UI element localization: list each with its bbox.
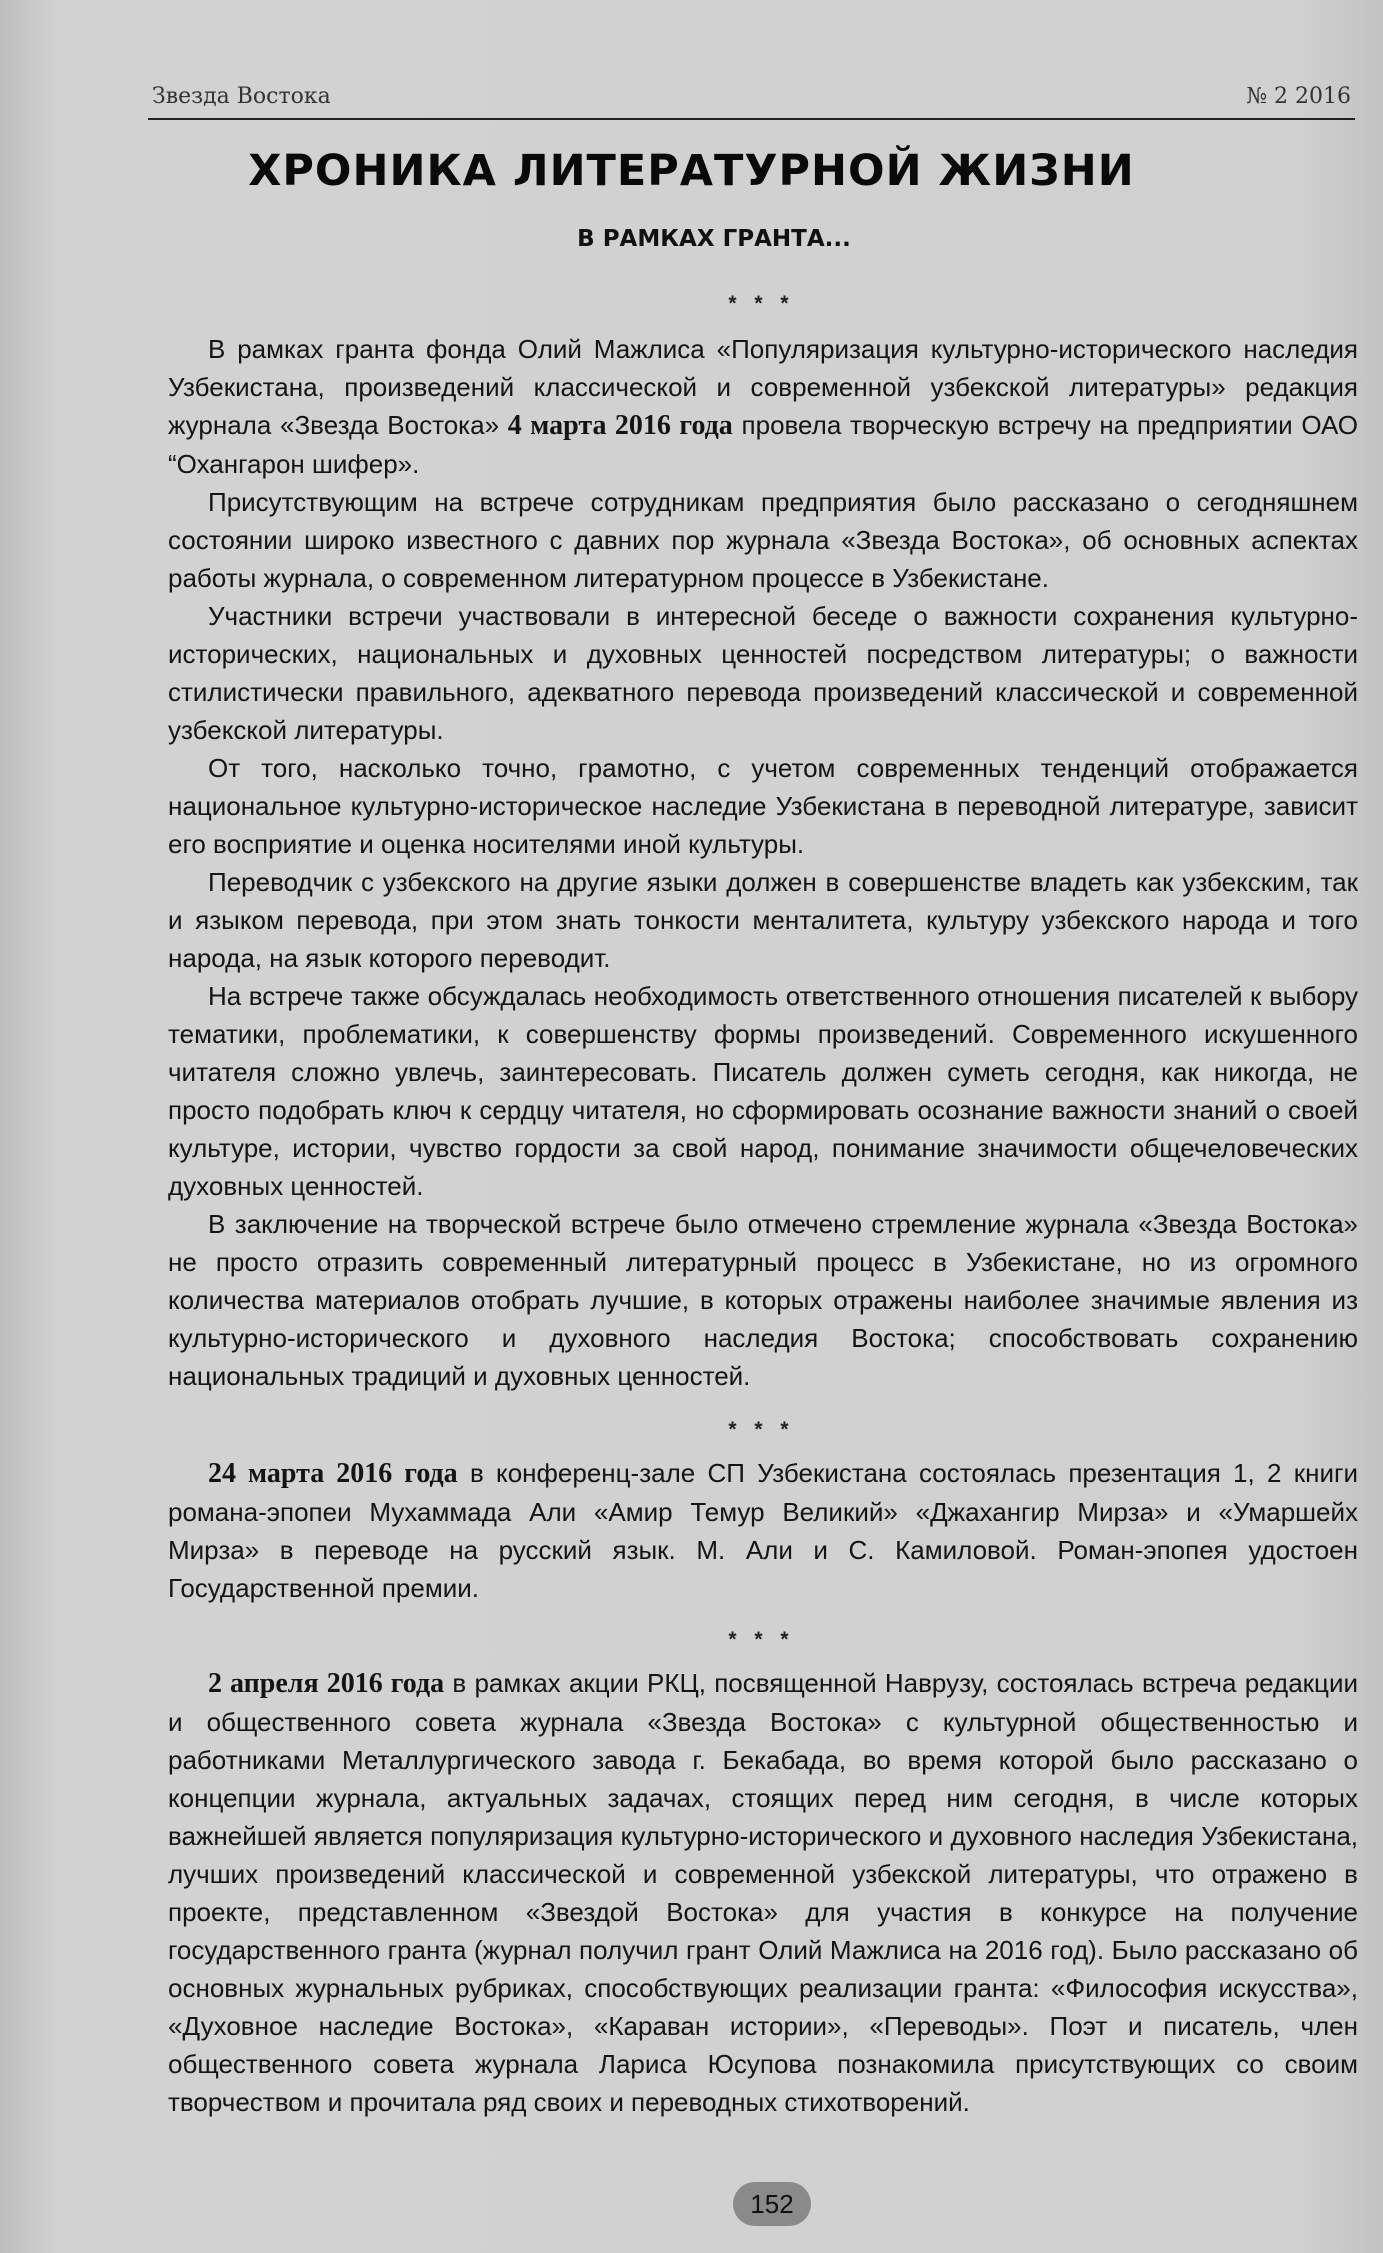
date-emphasis: 4 марта 2016 года [507, 410, 733, 441]
paragraph: 2 апреля 2016 года в рамках акции РКЦ, посвященной Наврузу, состоялась встреча редакции и общественного совета журнала «Звезда Востока» с культурной общественностью и работниками Металлургического завода г. Бекабада, во время которой было рассказано о концепции журнала, актуальных задачах, стоящих перед ним сегодня, в числе которых важнейшей является популяризация культурно-исторического и духовного наследия Узбекистана, лучших произведений классической и современной узбекской литературы, что отражено в проекте, представленном «Звездой Востока» для участия в конкурсе на получение государственного гранта (журнал получил грант Олий Мажлиса на 2016 год). Было рассказано об основных журнальных рубриках, способствующих реализации гранта: «Философия искусства», «Духовное наследие Востока», «Караван истории», «Переводы». Поэт и писатель, член общественного совета журнала Лариса Юсупова познакомила присутствующих со своим творчеством и прочитала ряд своих и переводных стихотворений. [168, 1668, 1358, 2117]
journal-name: Звезда Востока [152, 84, 331, 109]
paragraph: Участники встречи участвовали в интересной беседе о важности сохранения культурно-исторических, национальных и духовных ценностей посредством литературы; о важности стилистически правильного, адекватного перевода произведений классической и современной узбекской литературы. [168, 601, 1358, 745]
paragraph: От того, насколько точно, грамотно, с учетом современных тенденций отображается национальное культурно-историческое наследие Узбекистана в переводной литературе, зависит его восприятие и оценка носителями иной культуры. [168, 753, 1358, 859]
paragraph: 24 марта 2016 года в конференц-зале СП Узбекистана состоялась презентация 1, 2 книги романа-эпопеи Мухаммада Али «Амир Темур Великий» «Джахангир Мирза» и «Умаршейх Мирза» в переводе на русский язык. М. Али и С. Камиловой. Роман-эпопея удостоен Государственной премии. [168, 1458, 1358, 1603]
separator-stars-1: * * * [728, 292, 795, 315]
issue-number: № 2 2016 [1246, 84, 1351, 109]
running-header [148, 78, 1355, 120]
paragraph: На встрече также обсуждалась необходимость ответственного отношения писателей к выбору тематики, проблематики, к совершенству формы произведений. Современного искушенного читателя сложно увлечь, заинтересовать. Писатель должен суметь сегодня, как никогда, не просто подобрать ключ к сердцу читателя, но сформировать осознание важности знаний о своей культуре, истории, чувство гордости за свой народ, понимание значимости общечеловеческих духовных ценностей. [168, 981, 1358, 1201]
paragraph: Присутствующим на встрече сотрудникам предприятия было рассказано о сегодняшнем состоянии широко известного с давних пор журнала «Звезда Востока», об основных аспектах работы журнала, о современном литературном процессе в Узбекистане. [168, 487, 1358, 593]
page-number-badge: 152 [733, 2182, 811, 2226]
date-emphasis: 2 апреля 2016 года [208, 1668, 445, 1699]
paragraph: В заключение на творческой встрече было отмечено стремление журнала «Звезда Востока» не просто отразить современный литературный процесс в Узбекистане, но из огромного количества материалов отобрать лучшие, в которых отражены наиболее значимые явления из культурно-исторического и духовного наследия Востока; способствовать сохранению национальных традиций и духовных ценностей. [168, 1209, 1358, 1391]
section-2-text [168, 1454, 1358, 1607]
section-1-text [168, 330, 1358, 1395]
section-subtitle: В РАМКАХ ГРАНТА... [577, 226, 851, 252]
paragraph: Переводчик с узбекского на другие языки должен в совершенстве владеть как узбекским, так и языком перевода, при этом знать тонкости менталитета, культуру узбекского народа и того народа, на язык которого переводит. [168, 867, 1358, 973]
separator-stars-2: * * * [728, 1418, 795, 1441]
section-3-text [168, 1664, 1358, 2121]
separator-stars-3: * * * [728, 1628, 795, 1651]
paragraph: В рамках гранта фонда Олий Мажлиса «Популяризация культурно-исторического наследия Узбекистана, произведений классической и современной узбекской литературы» редакция журнала «Звезда Востока» 4 марта 2016 года провела творческую встречу на предприятии ОАО “Охангарон шифер». [168, 334, 1359, 479]
page-title: ХРОНИКА ЛИТЕРАТУРНОЙ ЖИЗНИ [248, 146, 1135, 196]
date-emphasis: 24 марта 2016 года [208, 1458, 458, 1489]
